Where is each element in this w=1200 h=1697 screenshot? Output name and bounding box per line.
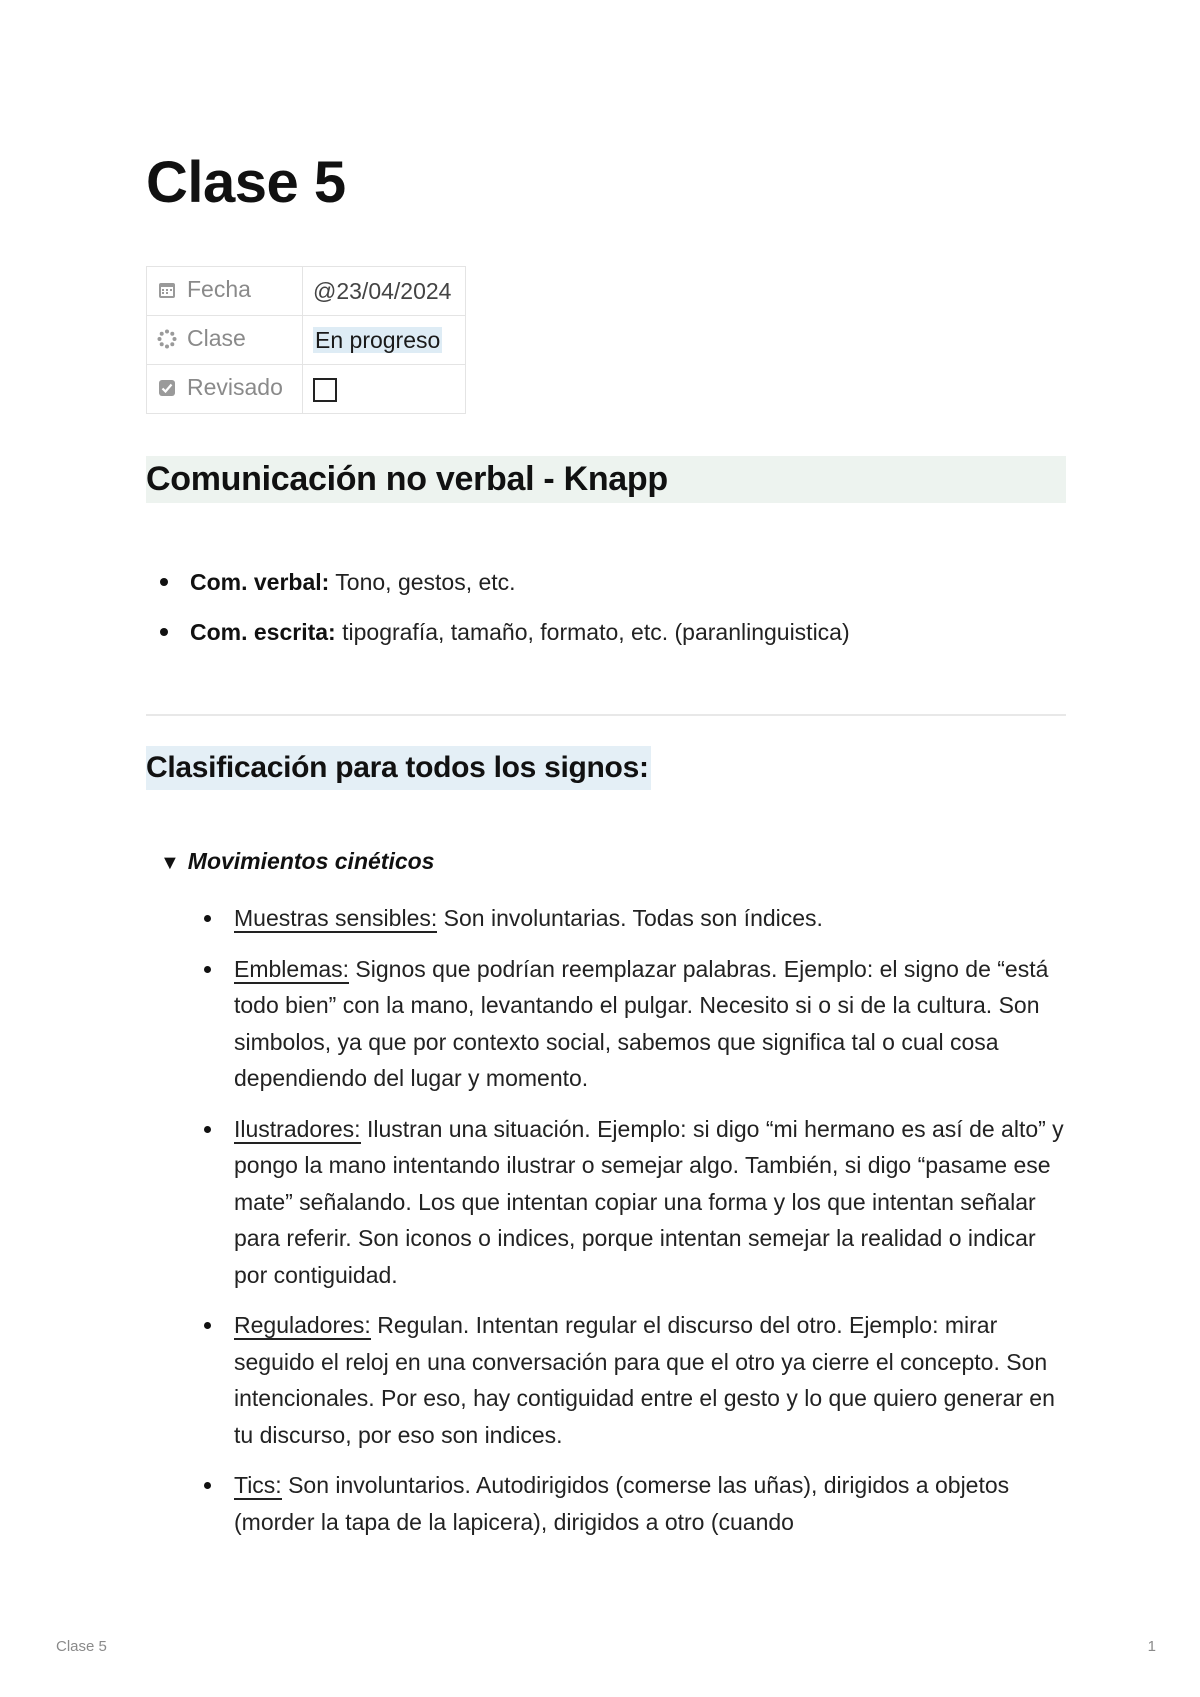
status-spinner-icon bbox=[157, 328, 177, 355]
checkbox-property-icon bbox=[157, 377, 177, 404]
property-row-revisado bbox=[147, 365, 466, 414]
list-item bbox=[146, 614, 1066, 650]
bullet-term: Com. verbal: bbox=[190, 569, 330, 595]
section-heading-clasificacion: Clasificación para todos los signos: bbox=[146, 746, 651, 790]
list-item bbox=[190, 951, 1070, 1097]
list-item bbox=[146, 564, 1066, 600]
property-key bbox=[147, 316, 303, 365]
item-term: Ilustradores: bbox=[234, 1115, 361, 1142]
property-key bbox=[147, 365, 303, 414]
property-value-checkbox bbox=[303, 365, 466, 414]
property-label: Revisado bbox=[187, 374, 283, 400]
status-badge[interactable]: En progreso bbox=[315, 326, 441, 353]
item-text: Ilustran una situación. Ejemplo: si digo “mi hermano es así de alto” y pongo la mano intentando ilustrar o semejar algo. También, si digo “pasame ese mate” señalando. Los que intentan copiar una forma y los que intentan señalar para referir. Son iconos o indices, porque intentan semejar la realidad o indicar por contiguidad. bbox=[234, 1115, 1064, 1288]
item-text: Son involuntarias. Todas son índices. bbox=[437, 905, 823, 931]
toggle-label: Movimientos cinéticos bbox=[187, 848, 435, 874]
item-text: Son involuntarios. Autodirigidos (comerse las uñas), dirigidos a objetos (morder la tapa de la lapicera), dirigidos a otro (cuando bbox=[234, 1472, 1010, 1535]
footer-document-title: Clase 5 bbox=[56, 1638, 107, 1655]
bullet-text: tipografía, tamaño, formato, etc. (paranlinguistica) bbox=[335, 619, 850, 645]
divider bbox=[146, 714, 1066, 716]
property-row-clase bbox=[147, 316, 466, 365]
page-title: Clase 5 bbox=[146, 150, 346, 215]
list-item bbox=[190, 1111, 1070, 1294]
toggle-movimientos-cineticos[interactable] bbox=[160, 848, 434, 875]
property-row-fecha bbox=[147, 267, 466, 316]
triangle-down-icon[interactable]: ▼ bbox=[160, 852, 180, 874]
bullet-list-movimientos bbox=[190, 900, 1070, 1554]
property-label: Clase bbox=[187, 325, 246, 351]
item-text: Regulan. Intentan regular el discurso del otro. Ejemplo: mirar seguido el reloj en una conversación para que el otro ya cierre el concepto. Son intencionales. Por eso, hay contiguidad entre el gesto y lo que quiero generar en tu discurso, por eso son indices. bbox=[234, 1312, 1055, 1448]
list-item bbox=[190, 900, 1070, 937]
property-value-date[interactable]: @23/04/2024 bbox=[303, 267, 466, 316]
bullet-text: Tono, gestos, etc. bbox=[329, 569, 516, 595]
list-item bbox=[190, 1307, 1070, 1453]
footer-page-number: 1 bbox=[1147, 1638, 1156, 1655]
item-term: Tics: bbox=[234, 1472, 282, 1498]
item-term: Emblemas: bbox=[234, 955, 350, 982]
calendar-icon bbox=[157, 279, 177, 306]
list-item bbox=[190, 1467, 1070, 1540]
property-label: Fecha bbox=[187, 276, 251, 302]
bullet-list-comunicacion bbox=[146, 564, 1066, 650]
properties-table bbox=[146, 266, 466, 414]
revisado-checkbox[interactable] bbox=[313, 378, 337, 402]
bullet-term: Com. escrita: bbox=[190, 619, 336, 645]
item-text: Signos que podrían reemplazar palabras. Ejemplo: el signo de “está todo bien” con la mano, levantando el pulgar. Necesito si o si de la cultura. Son simbolos, ya que por contexto social, sabemos que significa tal o cual cosa dependiendo del lugar y momento. bbox=[234, 955, 1049, 1091]
item-term: Muestras sensibles: bbox=[234, 905, 438, 931]
section-heading-comunicacion: Comunicación no verbal - Knapp bbox=[146, 456, 1066, 503]
property-key bbox=[147, 267, 303, 316]
property-value-status[interactable] bbox=[303, 316, 466, 365]
item-term: Reguladores: bbox=[234, 1312, 371, 1338]
